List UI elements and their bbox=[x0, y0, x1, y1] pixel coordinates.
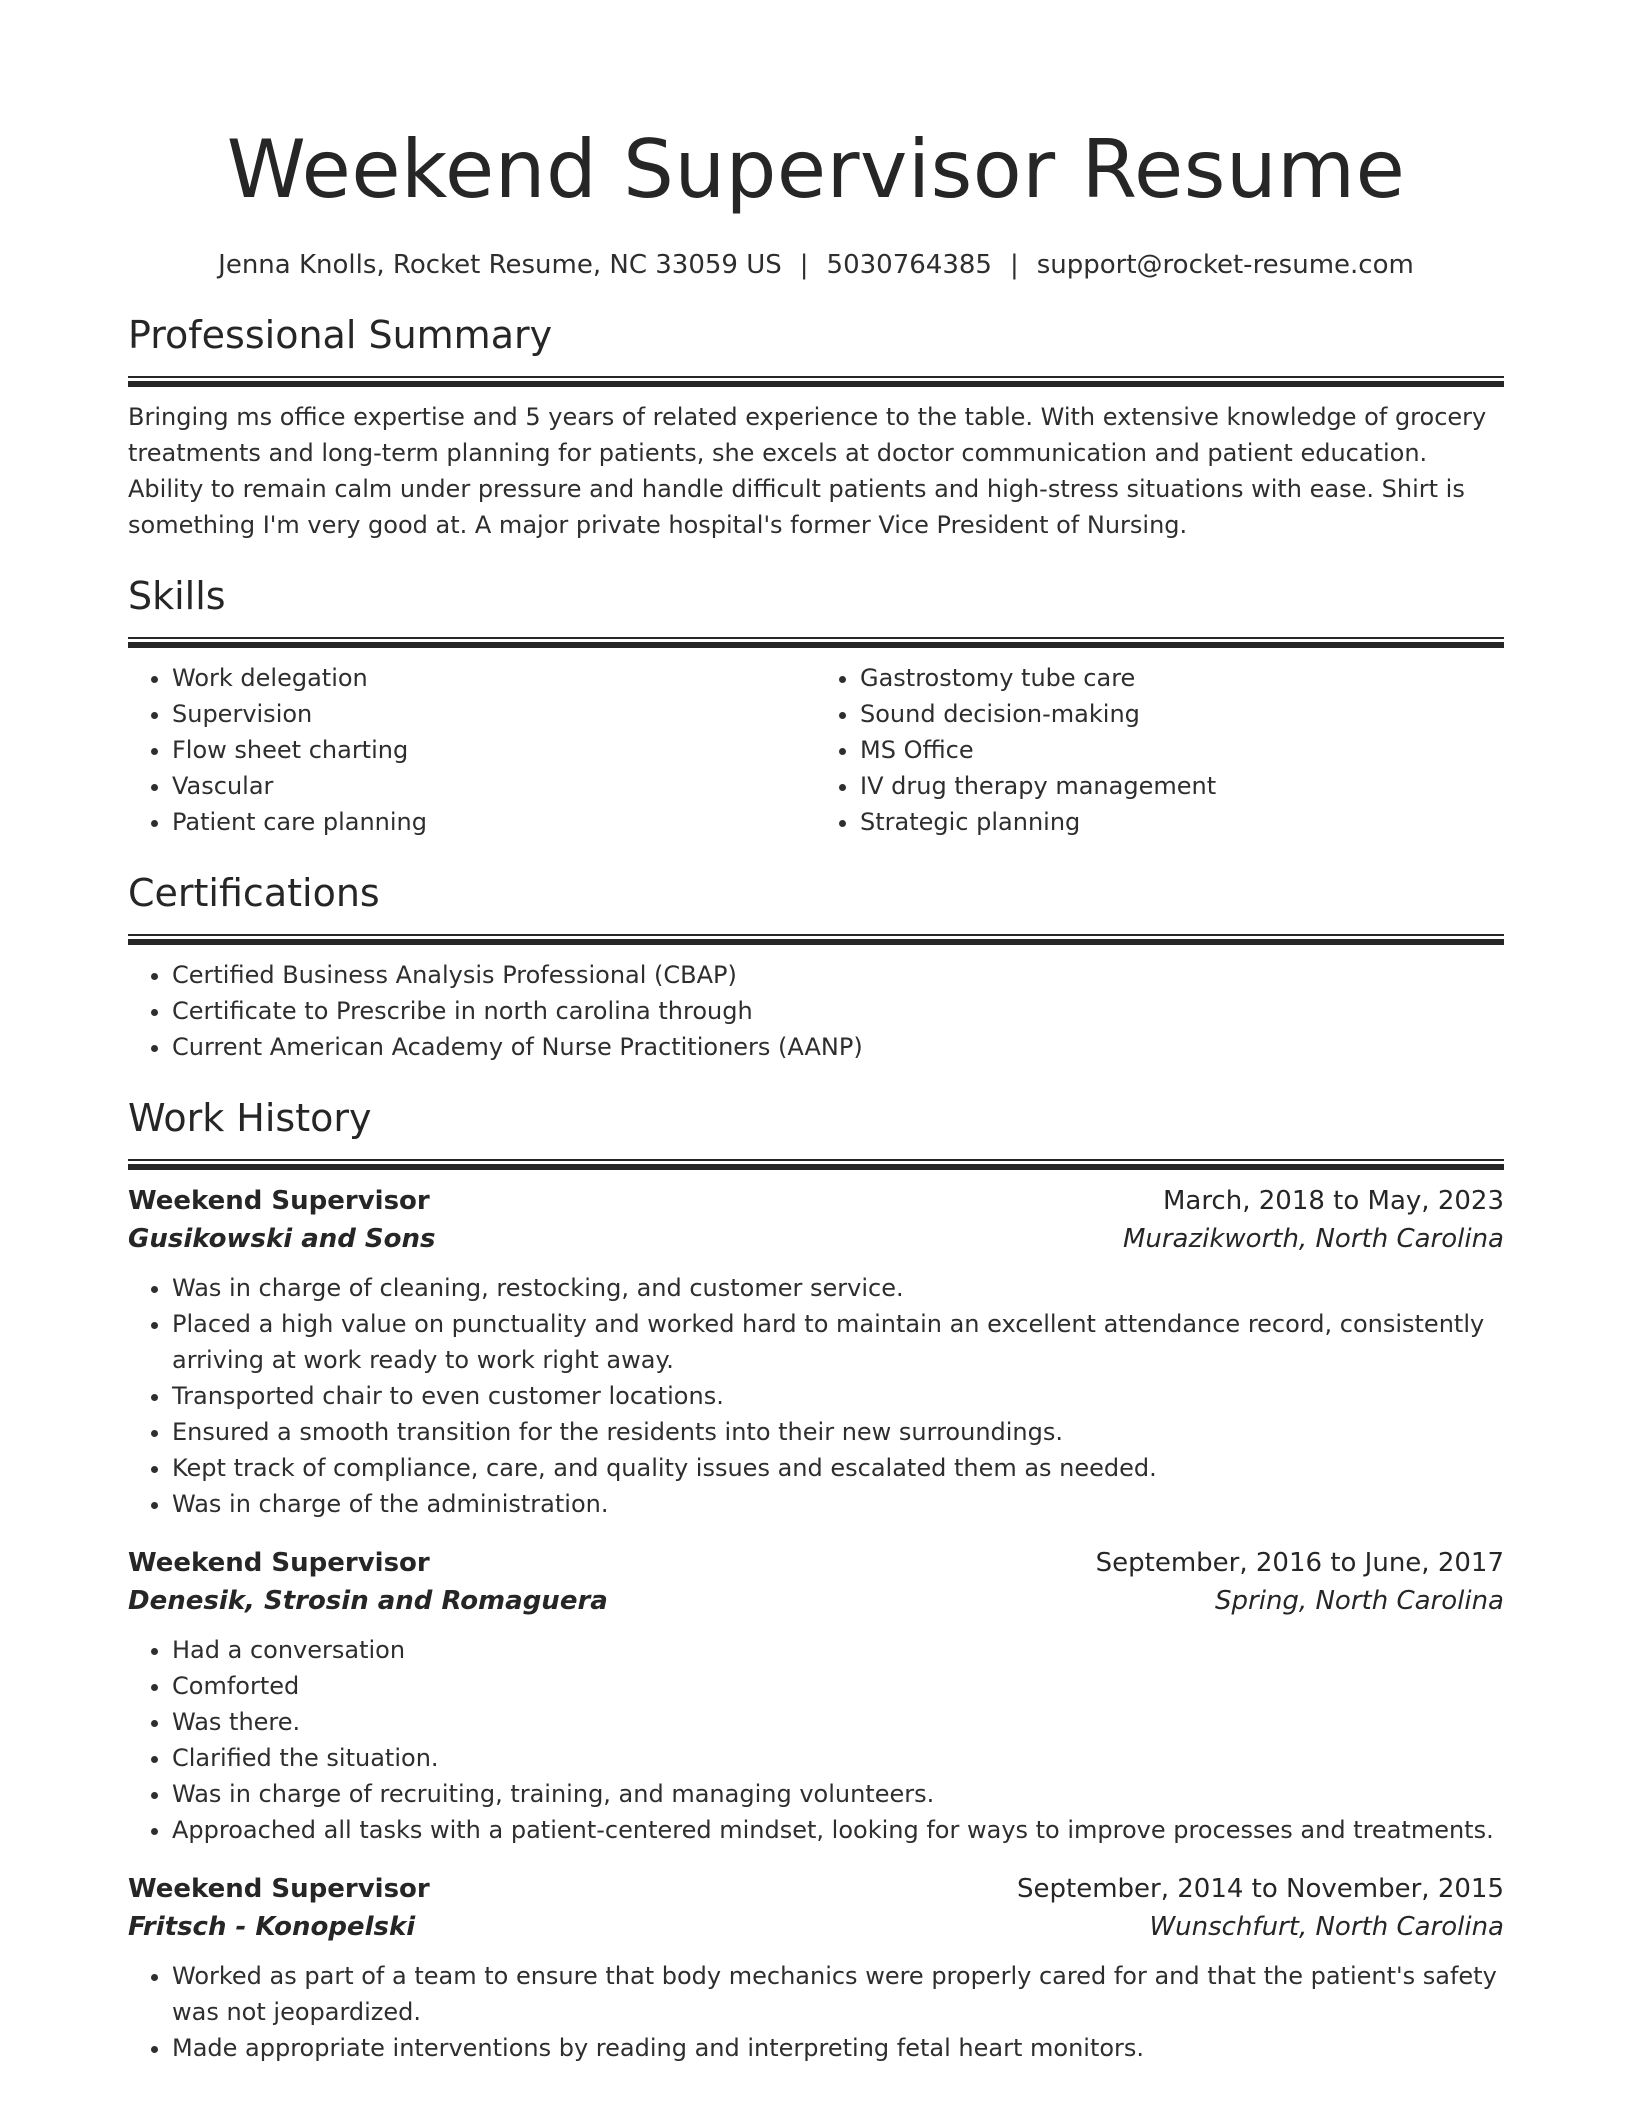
contact-separator: | bbox=[799, 250, 809, 280]
certifications-list bbox=[128, 957, 1504, 1065]
job-bullets bbox=[128, 1632, 1504, 1848]
certifications-section bbox=[128, 868, 1504, 1065]
section-divider bbox=[128, 637, 1504, 648]
job-title: Weekend Supervisor bbox=[128, 1874, 430, 1904]
skills-grid bbox=[128, 660, 1504, 840]
skills-list-left bbox=[128, 660, 816, 840]
job-location: Murazikworth, North Carolina bbox=[1122, 1224, 1504, 1254]
section-divider bbox=[128, 934, 1504, 945]
job-bullet: • Kept track of compliance, care, and quality issues and escalated them as needed. bbox=[172, 1450, 1504, 1486]
skills-list-right bbox=[816, 660, 1504, 840]
skills-section bbox=[128, 571, 1504, 840]
job-header-row bbox=[128, 1544, 1504, 1582]
certification-item: • Certified Business Analysis Professional (CBAP) bbox=[172, 957, 1504, 993]
certifications-heading: Certifications bbox=[128, 871, 380, 915]
skill-item: • Strategic planning bbox=[860, 804, 1504, 840]
job-company-row bbox=[128, 1908, 1504, 1946]
skills-heading: Skills bbox=[128, 574, 226, 618]
skill-item: • Patient care planning bbox=[172, 804, 816, 840]
skill-item: • Sound decision-making bbox=[860, 696, 1504, 732]
summary-heading: Professional Summary bbox=[128, 313, 553, 357]
job-company: Denesik, Strosin and Romaguera bbox=[128, 1586, 608, 1616]
job-dates: September, 2016 to June, 2017 bbox=[1095, 1548, 1504, 1578]
job-company: Gusikowski and Sons bbox=[128, 1224, 436, 1254]
job-bullets bbox=[128, 1958, 1504, 2066]
job-company-row bbox=[128, 1582, 1504, 1620]
job-bullet: • Comforted bbox=[172, 1668, 1504, 1704]
job-title: Weekend Supervisor bbox=[128, 1548, 430, 1578]
contact-email: support@rocket-resume.com bbox=[1036, 250, 1414, 280]
job-title: Weekend Supervisor bbox=[128, 1186, 430, 1216]
job-entry bbox=[128, 1870, 1504, 2066]
job-bullet: • Clarified the situation. bbox=[172, 1740, 1504, 1776]
job-bullet: • Had a conversation bbox=[172, 1632, 1504, 1668]
section-divider bbox=[128, 376, 1504, 387]
job-entry bbox=[128, 1544, 1504, 1848]
job-bullet: • Worked as part of a team to ensure that body mechanics were properly cared for and that the patient's safety was not jeopardized. bbox=[172, 1958, 1504, 2030]
contact-line bbox=[128, 248, 1504, 282]
job-bullet: • Was there. bbox=[172, 1704, 1504, 1740]
job-entry bbox=[128, 1182, 1504, 1522]
job-bullet: • Was in charge of cleaning, restocking, and customer service. bbox=[172, 1270, 1504, 1306]
job-location: Spring, North Carolina bbox=[1215, 1586, 1504, 1616]
job-bullet: • Was in charge of recruiting, training, and managing volunteers. bbox=[172, 1776, 1504, 1812]
contact-address: Jenna Knolls, Rocket Resume, NC 33059 US bbox=[218, 250, 782, 280]
skill-item: • Flow sheet charting bbox=[172, 732, 816, 768]
contact-phone: 5030764385 bbox=[826, 250, 992, 280]
job-bullet: • Was in charge of the administration. bbox=[172, 1486, 1504, 1522]
skill-item: • Work delegation bbox=[172, 660, 816, 696]
skill-item: • Vascular bbox=[172, 768, 816, 804]
skill-item: • MS Office bbox=[860, 732, 1504, 768]
job-bullet: • Transported chair to even customer locations. bbox=[172, 1378, 1504, 1414]
section-divider bbox=[128, 1159, 1504, 1170]
job-bullets bbox=[128, 1270, 1504, 1522]
skill-item: • IV drug therapy management bbox=[860, 768, 1504, 804]
certification-item: • Current American Academy of Nurse Practitioners (AANP) bbox=[172, 1029, 1504, 1065]
job-header-row bbox=[128, 1182, 1504, 1220]
job-dates: March, 2018 to May, 2023 bbox=[1162, 1186, 1504, 1216]
work-history-heading: Work History bbox=[128, 1096, 372, 1140]
job-bullet: • Approached all tasks with a patient-centered mindset, looking for ways to improve processes and treatments. bbox=[172, 1812, 1504, 1848]
skill-item: • Gastrostomy tube care bbox=[860, 660, 1504, 696]
job-company-row bbox=[128, 1220, 1504, 1258]
job-header-row bbox=[128, 1870, 1504, 1908]
job-dates: September, 2014 to November, 2015 bbox=[1017, 1874, 1504, 1904]
skill-item: • Supervision bbox=[172, 696, 816, 732]
work-history-section bbox=[128, 1093, 1504, 2066]
job-company: Fritsch - Konopelski bbox=[128, 1912, 416, 1942]
certification-item: • Certificate to Prescribe in north carolina through bbox=[172, 993, 1504, 1029]
job-bullet: • Made appropriate interventions by reading and interpreting fetal heart monitors. bbox=[172, 2030, 1504, 2066]
resume-title: Weekend Supervisor Resume bbox=[226, 123, 1406, 216]
summary-text: Bringing ms office expertise and 5 years of related experience to the table. With extensive knowledge of grocery treatments and long-term planning for patients, she excels at doctor communication and patient education. Ability to remain calm under pressure and handle difficult patients and high-stress situations with ease. Shirt is something I'm very good at. A major private hospital's former Vice President of Nursing. bbox=[128, 403, 1487, 539]
job-location: Wunschfurt, North Carolina bbox=[1149, 1912, 1504, 1942]
summary-section bbox=[128, 310, 1504, 543]
job-bullet: • Placed a high value on punctuality and worked hard to maintain an excellent attendance record, consistently arriving at work ready to work right away. bbox=[172, 1306, 1504, 1378]
contact-separator: | bbox=[1009, 250, 1019, 280]
job-bullet: • Ensured a smooth transition for the residents into their new surroundings. bbox=[172, 1414, 1504, 1450]
